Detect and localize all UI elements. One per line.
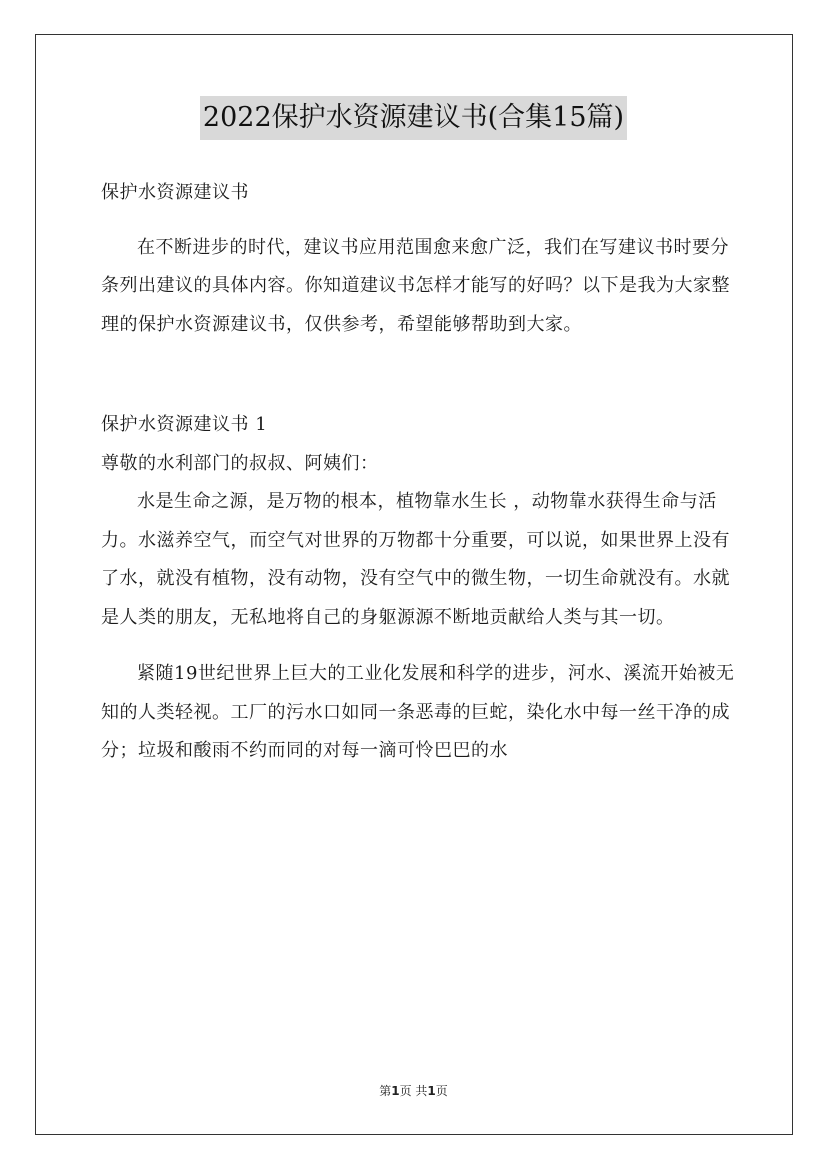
footer-prefix: 第 [379,1084,392,1098]
body-paragraph-2: 紧随19世纪世界上巨大的工业化发展和科学的进步，河水、溪流开始被无知的人类轻视。工厂的污水口如同一条恶毒的巨蛇，染化水中每一丝干净的成分；垃圾和酸雨不约而同的对每一滴可怜巴巴的水 [101,663,735,761]
footer-current-page: 1 [391,1084,400,1098]
body-paragraph-1: 水是生命之源，是万物的根本，植物靠水生长 ，动物靠水获得生命与活力。水滋养空气，而空气对世界的万物都十分重要，可以说，如果世界上没有了水，就没有植物，没有动物，没有空气中的微生物，一切生命就没有。水就是人类的朋友，无私地将自己的身躯源源不断地贡献给人类与其一切。 [101,491,730,628]
document-body [101,174,741,771]
footer-mid: 页 共 [399,1084,428,1098]
salutation: 尊敬的水利部门的叔叔、阿姨们： [101,452,379,474]
footer-total-pages: 1 [427,1084,436,1098]
title-container [0,96,827,140]
section1-heading: 保护水资源建议书 1 [101,414,268,435]
section-heading: 保护水资源建议书 [101,182,249,203]
intro-paragraph: 在不断进步的时代，建议书应用范围愈来愈广泛，我们在写建议书时要分条列出建议的具体内容。你知道建议书怎样才能写的好吗？以下是我为大家整理的保护水资源建议书，仅供参考，希望能够帮助到大家。 [101,236,730,335]
footer-suffix: 页 [435,1084,448,1098]
page-footer [0,1082,827,1099]
document-title: 2022保护水资源建议书(合集15篇) [200,96,627,140]
